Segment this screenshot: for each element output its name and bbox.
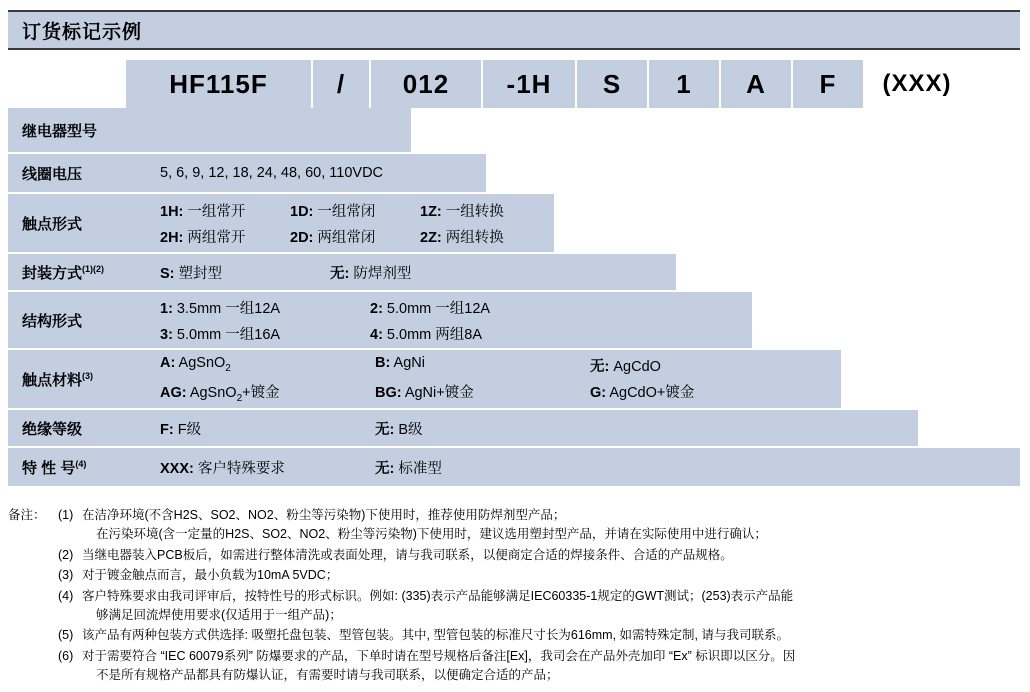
- note-number: (4): [58, 588, 74, 603]
- spec-row-content: [134, 457, 1020, 478]
- note-item: [58, 566, 1022, 585]
- spec-line: [160, 323, 752, 344]
- spec-option: 2Z: 两组转换: [420, 229, 504, 246]
- part-number-code-row: [126, 60, 969, 108]
- spec-option: 2H: 两组常开: [160, 229, 246, 246]
- note-text-continued: 在污染环境(含一定量的H2S、SO2、NO2、粉尘等污染物)下使用时，建议选用塑封型产品，并请在实际使用中进行确认；: [96, 527, 767, 542]
- spec-option: AG: AgSnO$_2$+镀金: [160, 384, 280, 404]
- page-title: 订货标记示例: [22, 21, 143, 43]
- note-text-continued: 不是所有规格产品都具有防爆认证，有需要时请与我司联系，以便确定合适的产品；: [96, 668, 559, 682]
- spec-option: 无: 标准型: [375, 460, 442, 477]
- spec-option: B: AgNi: [375, 354, 425, 371]
- spec-row-label: 绝缘等级: [22, 420, 83, 438]
- note-item: [58, 587, 1022, 626]
- spec-option: S: 塑封型: [160, 265, 223, 282]
- spec-line: [160, 226, 554, 247]
- note-text: 当继电器装入PCB板后，如需进行整体清洗或表面处理，请与我司联系，以便商定合适的焊接条件、合适的产品规格。: [82, 547, 733, 562]
- notes-section: [8, 506, 1022, 686]
- spec-row-label: 继电器型号: [22, 122, 98, 140]
- spec-row-label: 特 性 号$^{(4)}$: [22, 458, 87, 477]
- note-text: 该产品有两种包装方式供选择: 吸塑托盘包装、型管包装。其中, 型管包装的标准尺寸长为616mm, 如需特殊定制, 请与我司联系。: [82, 628, 789, 643]
- spec-row: [8, 108, 411, 154]
- spec-row-content: [134, 200, 554, 247]
- spec-option: G: AgCdO+镀金: [590, 384, 695, 401]
- note-text-continued: 够满足回流焊使用要求(仅适用于一组产品)；: [96, 607, 342, 622]
- note-number: (3): [58, 568, 74, 583]
- spec-option: 无: AgCdO: [590, 358, 661, 375]
- spec-row-label: 线圈电压: [22, 165, 83, 183]
- spec-option: BG: AgNi+镀金: [375, 384, 474, 401]
- spec-option: XXX: 客户特殊要求: [160, 460, 285, 477]
- spec-line: [160, 381, 841, 404]
- spec-option: 1: 3.5mm 一组12A: [160, 300, 281, 317]
- note-number: (1): [58, 508, 74, 522]
- code-segment: 012: [371, 60, 483, 108]
- note-number: (2): [58, 547, 74, 562]
- spec-rows: [8, 108, 1020, 488]
- spec-row-label: 触点材料$^{(3)}$: [22, 370, 94, 389]
- notes-heading: 备注：: [8, 508, 46, 522]
- note-text: 在洁净环境(不含H2S、SO2、NO2、粉尘等污染物)下使用时，推荐使用防焊剂型产品； 在污染环境(含一定量的H2S、SO2、NO2、粉尘等污染物)下使用时，建议选用塑封型产品，并请在实际使用中进行确认；: [82, 506, 1022, 545]
- note-number: (5): [58, 628, 74, 643]
- code-segment: S: [577, 60, 649, 108]
- spec-row-content: [134, 355, 841, 404]
- spec-row-label: 封装方式$^{(1)(2)}$: [22, 263, 105, 282]
- spec-option: 2: 5.0mm 一组12A: [370, 300, 491, 317]
- spec-row: [8, 292, 752, 350]
- spec-option: 4: 5.0mm 两组8A: [370, 326, 483, 343]
- note-item: [58, 626, 1022, 645]
- code-segment: HF115F: [126, 60, 313, 108]
- spec-row: [8, 194, 554, 254]
- spec-row-label: 触点形式: [22, 215, 83, 233]
- code-segment: F: [793, 60, 865, 108]
- spec-row: [8, 448, 1020, 488]
- spec-row-content: [134, 418, 918, 439]
- spec-option: 1H: 一组常开: [160, 203, 246, 220]
- code-segment: -1H: [483, 60, 577, 108]
- spec-option: F: F级: [160, 421, 202, 438]
- spec-row-content: [134, 297, 752, 344]
- note-number: (6): [58, 648, 74, 663]
- spec-row-content: [134, 262, 676, 283]
- spec-option: A: AgSnO$_2$: [160, 354, 231, 374]
- spec-line: [160, 457, 1020, 478]
- spec-row: [8, 254, 676, 292]
- spec-line: [160, 165, 486, 181]
- spec-line: [160, 418, 918, 439]
- spec-line: [160, 297, 752, 318]
- note-item: [58, 506, 1022, 545]
- code-segment: 1: [649, 60, 721, 108]
- notes-list: [58, 506, 1022, 685]
- spec-option: 5, 6, 9, 12, 18, 24, 48, 60, 110VDC: [160, 165, 384, 181]
- spec-row: [8, 154, 486, 194]
- spec-row: [8, 350, 841, 410]
- note-item: [58, 546, 1022, 565]
- note-text: 对于需要符合 “IEC 60079系列” 防爆要求的产品，下单时请在型号规格后备注[Ex]，我司会在产品外壳加印 “Ex” 标识即以区分。因 不是所有规格产品都具有防爆认证，有需要时请与我司联系，以便确定合适的产品；: [82, 647, 1022, 686]
- note-text: 对于镀金触点而言，最小负载为10mA 5VDC；: [82, 568, 339, 583]
- spec-line: [160, 200, 554, 221]
- code-segment: /: [313, 60, 371, 108]
- spec-row: [8, 410, 918, 448]
- spec-line: [160, 355, 841, 376]
- code-segment: (XXX): [865, 60, 969, 108]
- spec-row-label: 结构形式: [22, 312, 83, 330]
- spec-option: 1Z: 一组转换: [420, 203, 504, 220]
- code-segment: A: [721, 60, 793, 108]
- spec-option: 1D: 一组常闭: [290, 203, 376, 220]
- spec-option: 3: 5.0mm 一组16A: [160, 326, 281, 343]
- note-item: [58, 647, 1022, 686]
- spec-option: 2D: 两组常闭: [290, 229, 376, 246]
- spec-option: 无: 防焊剂型: [330, 265, 412, 282]
- page-title-bar: [8, 10, 1020, 50]
- spec-option: 无: B级: [375, 421, 423, 438]
- note-text: 客户特殊要求由我司评审后，按特性号的形式标识。例如: (335)表示产品能够满足IEC60335-1规定的GWT测试；(253)表示产品能 够满足回流焊使用要求(仅适用于一组产品)；: [82, 587, 1022, 626]
- spec-row-content: [134, 165, 486, 181]
- spec-line: [160, 262, 676, 283]
